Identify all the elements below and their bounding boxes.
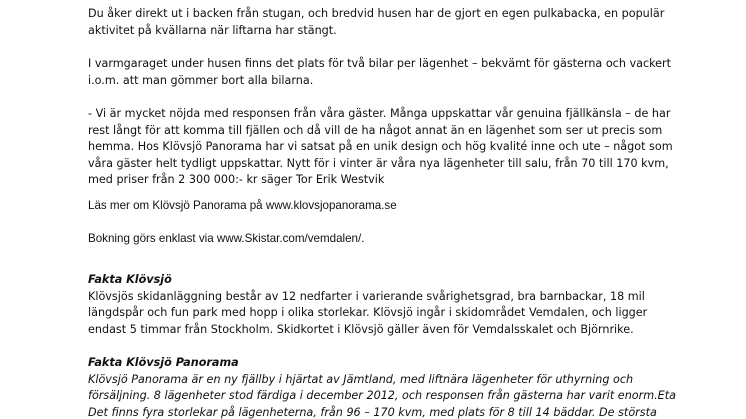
text-line: längdspår och fun park med hopp i olika storlekar. Klövsjö ingår i skidområdet Vemdalen, och ligger — [88, 306, 648, 320]
paragraph-garage — [88, 56, 672, 89]
text-line: Klövsjö Panorama är en ny fjällby i hjärtat av Jämtland, med liftnära lägenheter för uthyrning och — [88, 372, 634, 386]
text-line: Det finns fyra storlekar på lägenheterna, från 96 – 170 kvm, med plats för 8 till 14 bäddar. De största — [88, 405, 657, 419]
paragraph-backen — [88, 6, 665, 39]
text-line: försäljning. 8 lägenheter stod färdiga i december 2012, och responsen från gästerna har varit enorm.Eta — [88, 389, 676, 403]
paragraph-more-info — [88, 198, 648, 215]
text-line: hemma. Hos Klövsjö Panorama har vi satsat på en unik design och hög kvalité inne och ute – något som — [88, 140, 673, 154]
text-line: endast 5 timmar från Stockholm. Skidkortet i Klövsjö gäller även för Vemdalsskalet och Björnrike. — [88, 322, 634, 336]
paragraph-booking — [88, 231, 648, 248]
text-line: Du åker direkt ut i backen från stugan, och bredvid husen har de gjort en egen pulkabacka, en populär — [88, 7, 665, 20]
text-line: aktivitet på kvällarna när liftarna har stängt. — [88, 23, 337, 37]
text-line: rest långt för att komma till fjällen och då vill de ha något annat än en lägenhet som ser ut precis som — [88, 123, 663, 137]
text-line: våra gäster helt tydligt uppskattar. Nytt för i vinter är våra nya lägenheter till salu, från 70 till 170 kvm, — [88, 156, 669, 170]
section-heading: Fakta Klövsjö Panorama — [88, 356, 239, 369]
section-fakta-klovsjo — [88, 272, 648, 338]
text-line: med priser från 2 300 000:- kr säger Tor Erik Westvik — [88, 173, 385, 187]
paragraph-quote — [88, 106, 673, 189]
section-fakta-panorama — [88, 355, 676, 419]
text-line: Klövsjös skidanläggning består av 12 nedfarter i varierande svårighetsgrad, bra barnbackar, 18 mil — [88, 289, 645, 303]
text-line: i.o.m. att man gömmer bort alla bilarna. — [88, 73, 314, 87]
more-info-text: Läs mer om Klövsjö Panorama på www.klovsjopanorama.se — [88, 199, 397, 212]
text-line: I varmgaraget under husen finns det plats för två bilar per lägenhet – bekvämt för gästerna och vackert — [88, 57, 672, 70]
booking-text: Bokning görs enklast via www.Skistar.com/vemdalen/. — [88, 232, 365, 245]
section-heading: Fakta Klövsjö — [88, 273, 172, 286]
text-line: - Vi är mycket nöjda med responsen från våra gäster. Många uppskattar vår genuina fjällkänsla – de har — [88, 107, 671, 120]
